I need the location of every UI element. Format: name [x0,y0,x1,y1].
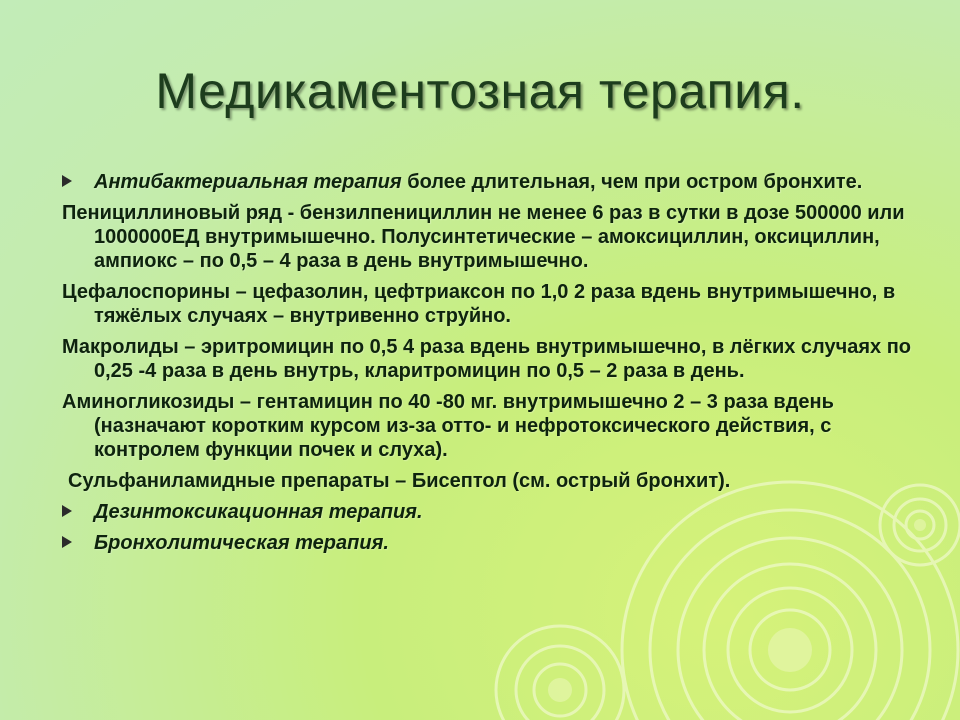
paragraph-penicillin: Пенициллиновый ряд - бензилпенициллин не менее 6 раз в сутки в дозе 500000 или 1000000ЕД внутримышечно. Полусинтетические – амоксициллин, оксициллин, ампиокс – по 0,5 – 4 раза в день внутримышечно. [62,202,905,272]
broncholytic-text: Бронхолитическая терапия. [94,532,389,554]
arrow-bullet-icon [62,536,72,548]
paragraph-sulfonamides: Сульфаниламидные препараты – Бисептол (см. острый бронхит). [68,470,731,492]
slide-title: Медикаментозная терапия. [155,63,805,119]
list-item-broncholytic [62,531,912,555]
slide-content [62,170,912,562]
arrow-bullet-icon [62,505,72,517]
paragraph-cephalosporins: Цефалоспорины – цефазолин, цефтриаксон по 1,0 2 раза вдень внутримышечно, в тяжёлых случаях – внутривенно струйно. [62,281,896,327]
arrow-bullet-icon [62,175,72,187]
list-item-detox [62,500,912,524]
paragraph-macrolides: Макролиды – эритромицин по 0,5 4 раза вдень внутримышечно, в лёгких случаях по 0,25 -4 раза в день внутрь, кларитромицин по 0,5 – 2 раза в день. [62,336,912,382]
antibacterial-text: более длительная, чем при остром бронхите. [401,171,863,193]
list-item-antibacterial [62,170,912,194]
antibacterial-heading: Антибактериальная терапия [94,171,402,193]
paragraph-aminoglycosides: Аминогликозиды – гентамицин по 40 -80 мг. внутримышечно 2 – 3 раза вдень (назначают коротким курсом из-за отто- и нефротоксического действия, с контролем функции почек и слуха). [62,391,834,461]
detox-text: Дезинтоксикационная терапия. [94,501,423,523]
